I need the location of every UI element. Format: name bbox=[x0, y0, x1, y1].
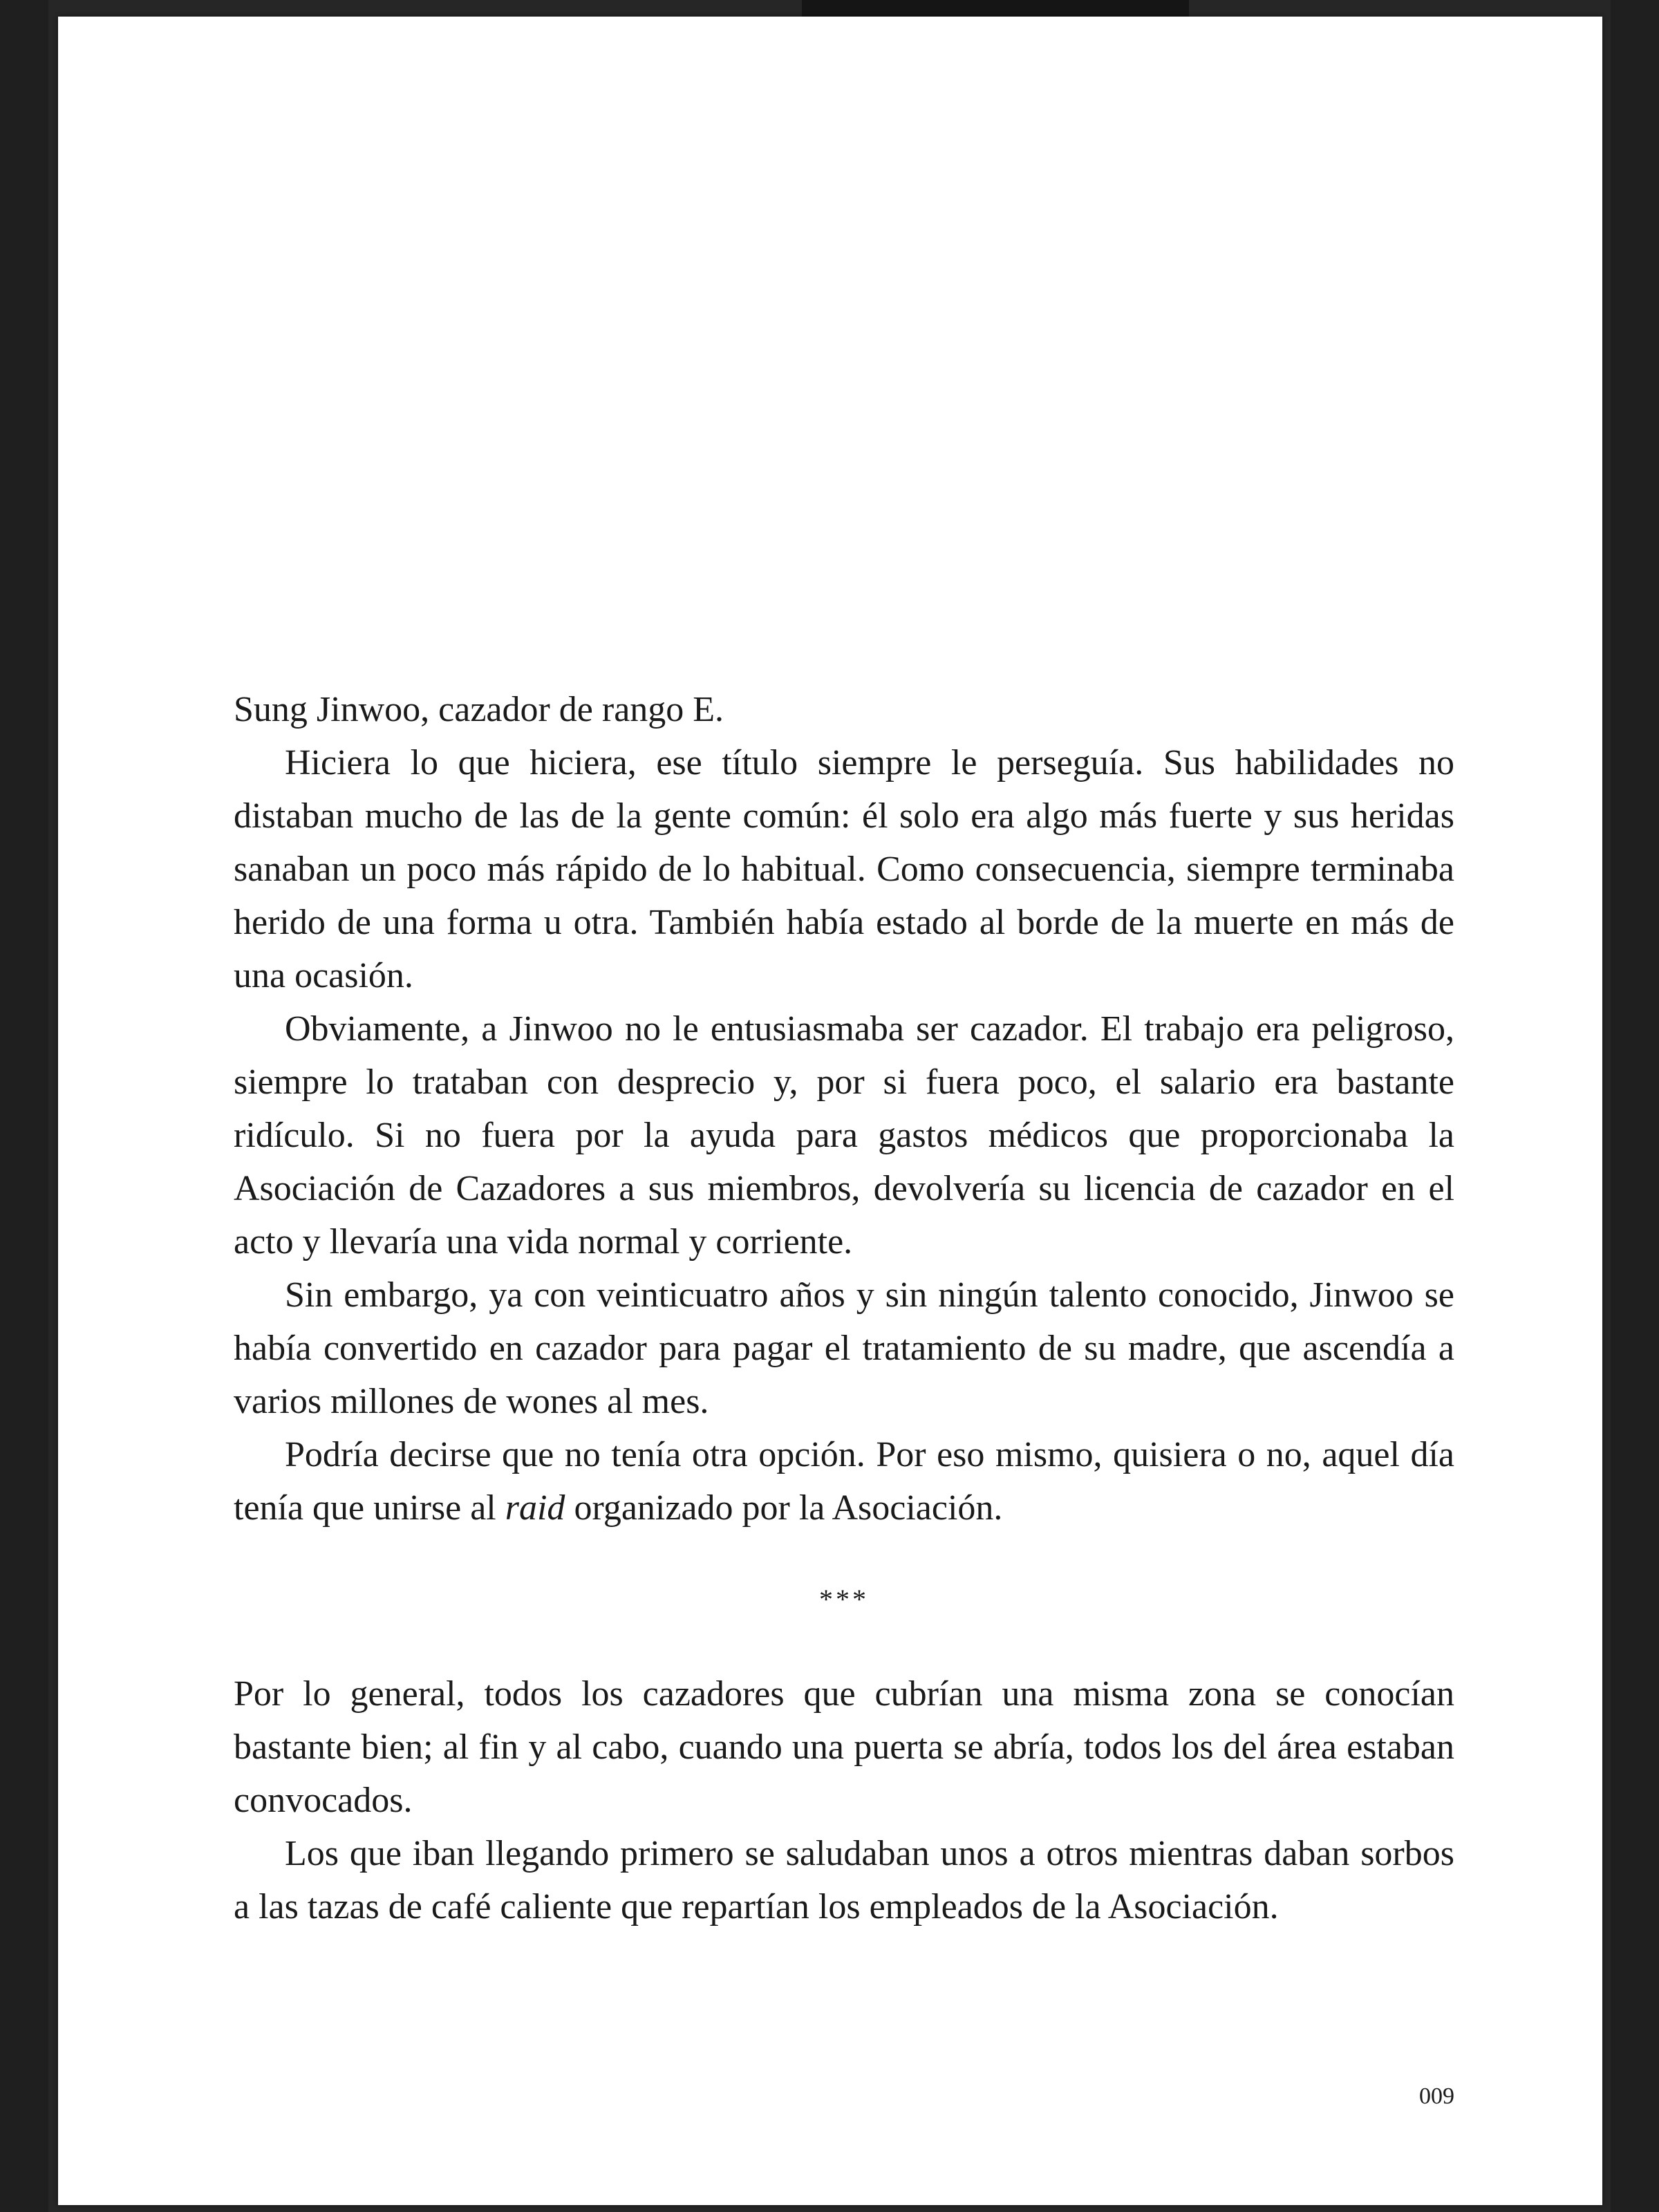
paragraph-with-italic bbox=[234, 1428, 1454, 1535]
paragraph: Hiciera lo que hiciera, ese título siempre le perseguía. Sus habilidades no distaban mucho de las de la gente común: él solo era algo más fuerte y sus heridas sanaban un poco más rápido de lo habitual. Como consecuencia, siempre terminaba herido de una forma u otra. También había estado al borde de la muerte en más de una ocasión. bbox=[234, 743, 1454, 995]
book-page bbox=[58, 17, 1602, 2205]
viewer-left-margin bbox=[0, 0, 48, 2212]
paragraph: Obviamente, a Jinwoo no le entusiasmaba ser cazador. El trabajo era peligroso, siempre lo trataban con desprecio y, por si fuera poco, el salario era bastante ridículo. Si no fuera por la ayuda para gastos médicos que proporcionaba la Asociación de Cazadores a sus miembros, devolvería su licencia de cazador en el acto y llevaría una vida normal y corriente. bbox=[234, 1009, 1454, 1262]
page-number: 009 bbox=[1419, 2083, 1454, 2109]
paragraph-text: Podría decirse que no tenía otra opción. Por eso mismo, quisiera o no, aquel día tenía que unirse al bbox=[234, 1435, 1454, 1528]
paragraph-section-start: Por lo general, todos los cazadores que cubrían una misma zona se conocían bastante bien; al fin y al cabo, cuando una puerta se abría, todos los del área estaban convocados. bbox=[234, 1674, 1454, 1820]
viewer-top-strip bbox=[802, 0, 1189, 17]
paragraph: Sin embargo, ya con veinticuatro años y sin ningún talento conocido, Jinwoo se había convertido en cazador para pagar el tratamiento de su madre, que ascendía a varios millones de wones al mes. bbox=[234, 1275, 1454, 1421]
paragraph-opening: Sung Jinwoo, cazador de rango E. bbox=[234, 690, 724, 729]
page-text-block bbox=[234, 683, 1454, 1933]
paragraph: Los que iban llegando primero se saludaban unos a otros mientras daban sorbos a las tazas de café caliente que repartían los empleados de la Asociación. bbox=[234, 1834, 1454, 1927]
paragraph-text: organizado por la Asociación. bbox=[565, 1488, 1003, 1528]
viewer-right-margin bbox=[1611, 0, 1659, 2212]
section-break: *** bbox=[819, 1584, 869, 1615]
italic-word: raid bbox=[505, 1488, 565, 1528]
